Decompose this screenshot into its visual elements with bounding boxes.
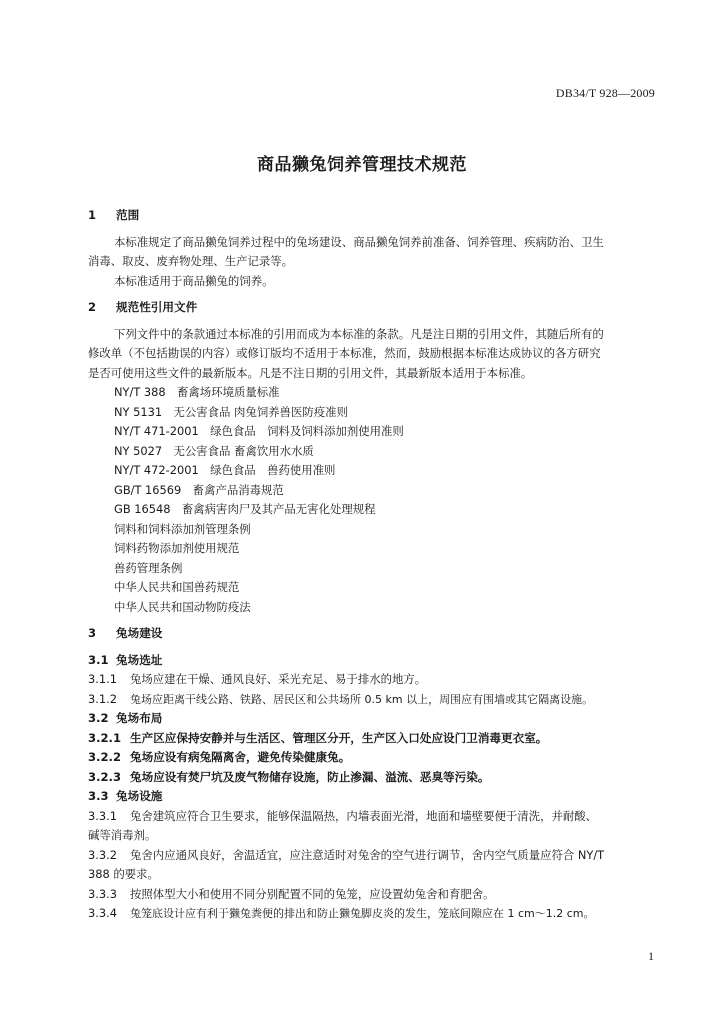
page-number: 1	[648, 949, 654, 963]
subsection-title: 兔场布局	[116, 711, 163, 725]
section-title: 规范性引用文件	[116, 300, 198, 314]
section-title: 兔场建设	[116, 626, 163, 640]
section-number: 2	[88, 300, 97, 314]
clause-number: 3.3.1	[88, 808, 117, 823]
clause-text: 兔舍建筑应符合卫生要求，能够保温隔热，内墙表面光滑，地面和墙壁要便于清洗，并耐酸、	[130, 808, 598, 823]
clause-text: 兔场应设有病兔隔离舍，避免传染健康兔。	[130, 750, 351, 764]
section-number: 1	[88, 208, 97, 222]
clause-number: 3.1.2	[88, 691, 117, 706]
reference-item: NY/T 471-2001 绿色食品 饲料及饲料添加剂使用准则	[114, 424, 404, 438]
clause-number: 3.3.4	[88, 906, 117, 920]
clause	[88, 904, 656, 924]
subsection-heading	[88, 651, 656, 671]
document-body	[88, 206, 656, 924]
clause-number: 3.3.3	[88, 886, 117, 901]
clause	[88, 846, 656, 866]
section-title: 范围	[116, 208, 140, 222]
reference-item: NY 5027 无公害食品 畜禽饮用水水质	[114, 443, 314, 458]
clause	[88, 807, 656, 827]
clause	[88, 729, 656, 749]
paragraph-line: 本标准适用于商品獭兔的饲养。	[114, 273, 274, 288]
section-2-heading	[88, 298, 656, 318]
clause-text: 按照体型大小和使用不同分别配置不同的兔笼，应设置幼兔舍和育肥舍。	[130, 886, 495, 901]
paragraph-line: 下列文件中的条款通过本标准的引用而成为本标准的条款。凡是注日期的引用文件，其随后所有的	[114, 326, 604, 341]
clause-text: 生产区应保持安静并与生活区、管理区分开，生产区入口处应设门卫消毒更衣室。	[130, 730, 548, 745]
clause-text: 兔场应设有焚尸坑及废气物储存设施，防止渗漏、溢流、恶臭等污染。	[130, 769, 490, 784]
reference-item: 饲料药物添加剂使用规范	[114, 541, 240, 555]
subsection-title: 兔场选址	[116, 652, 163, 667]
clause-text: 兔场应距离干线公路、铁路、居民区和公共场所 0.5 km 以上，周围应有围墙或其它隔离设施。	[130, 692, 594, 706]
reference-item: NY 5131 无公害食品 肉兔饲养兽医防疫准则	[114, 404, 348, 419]
clause-number: 3.2.2	[88, 750, 122, 764]
section-1-heading	[88, 206, 656, 226]
standard-code: DB34/T 928—2009	[555, 86, 655, 100]
clause-continuation: 388 的要求。	[88, 867, 159, 881]
paragraph-line: 修改单（不包括勘误的内容）或修订版均不适用于本标准，然而，鼓励根据本标准达成协议的各方研究	[88, 346, 601, 360]
clause-number: 3.3.2	[88, 847, 117, 862]
reference-item: 兽药管理条例	[114, 560, 183, 575]
clause-number: 3.2.3	[88, 769, 122, 784]
paragraph-line: 是否可使用这些文件的最新版本。凡是不注日期的引用文件，其最新版本适用于本标准。	[88, 365, 533, 380]
document-title: 商品獭兔饲养管理技术规范	[257, 155, 467, 175]
paragraph-line: 本标准规定了商品獭兔饲养过程中的兔场建设、商品獭兔饲养前准备、饲养管理、疾病防治、卫生	[114, 234, 604, 249]
clause-text: 兔笼底设计应有利于獭兔粪便的排出和防止獭兔脚皮炎的发生，笼底间隙应在 1 cm～1.2 cm。	[130, 907, 595, 920]
subsection-heading	[88, 787, 656, 807]
clause	[88, 768, 656, 788]
reference-item: GB/T 16569 畜禽产品消毒规范	[114, 482, 284, 497]
reference-item: 中华人民共和国兽药规范	[114, 580, 240, 594]
clause-continuation: 碱等消毒剂。	[88, 828, 157, 842]
reference-item: 中华人民共和国动物防疫法	[114, 599, 251, 614]
reference-item: NY/T 388 畜禽场环境质量标准	[114, 385, 280, 399]
clause	[88, 690, 656, 710]
reference-item: NY/T 472-2001 绿色食品 兽药使用准则	[114, 463, 336, 477]
subsection-heading	[88, 709, 656, 729]
clause-text: 兔场应建在干燥、通风良好、采光充足、易于排水的地方。	[130, 672, 427, 686]
clause-number: 3.2.1	[88, 730, 122, 745]
reference-item: GB 16548 畜禽病害肉尸及其产品无害化处理规程	[114, 502, 376, 516]
clause	[88, 748, 656, 768]
section-3-heading	[88, 624, 656, 644]
section-number: 3	[88, 626, 97, 640]
subsection-title: 兔场设施	[116, 789, 163, 803]
paragraph-line: 消毒、取皮、废弃物处理、生产记录等。	[88, 254, 294, 268]
subsection-number: 3.3	[88, 789, 109, 803]
reference-item: 饲料和饲料添加剂管理条例	[114, 521, 251, 536]
clause-text: 兔舍内应通风良好，舍温适宜，应注意适时对兔舍的空气进行调节，舍内空气质量应符合 NY/T	[130, 847, 605, 862]
clause	[88, 670, 656, 690]
clause	[88, 885, 656, 905]
clause-number: 3.1.1	[88, 672, 117, 686]
subsection-number: 3.2	[88, 711, 109, 725]
subsection-number: 3.1	[88, 652, 109, 667]
